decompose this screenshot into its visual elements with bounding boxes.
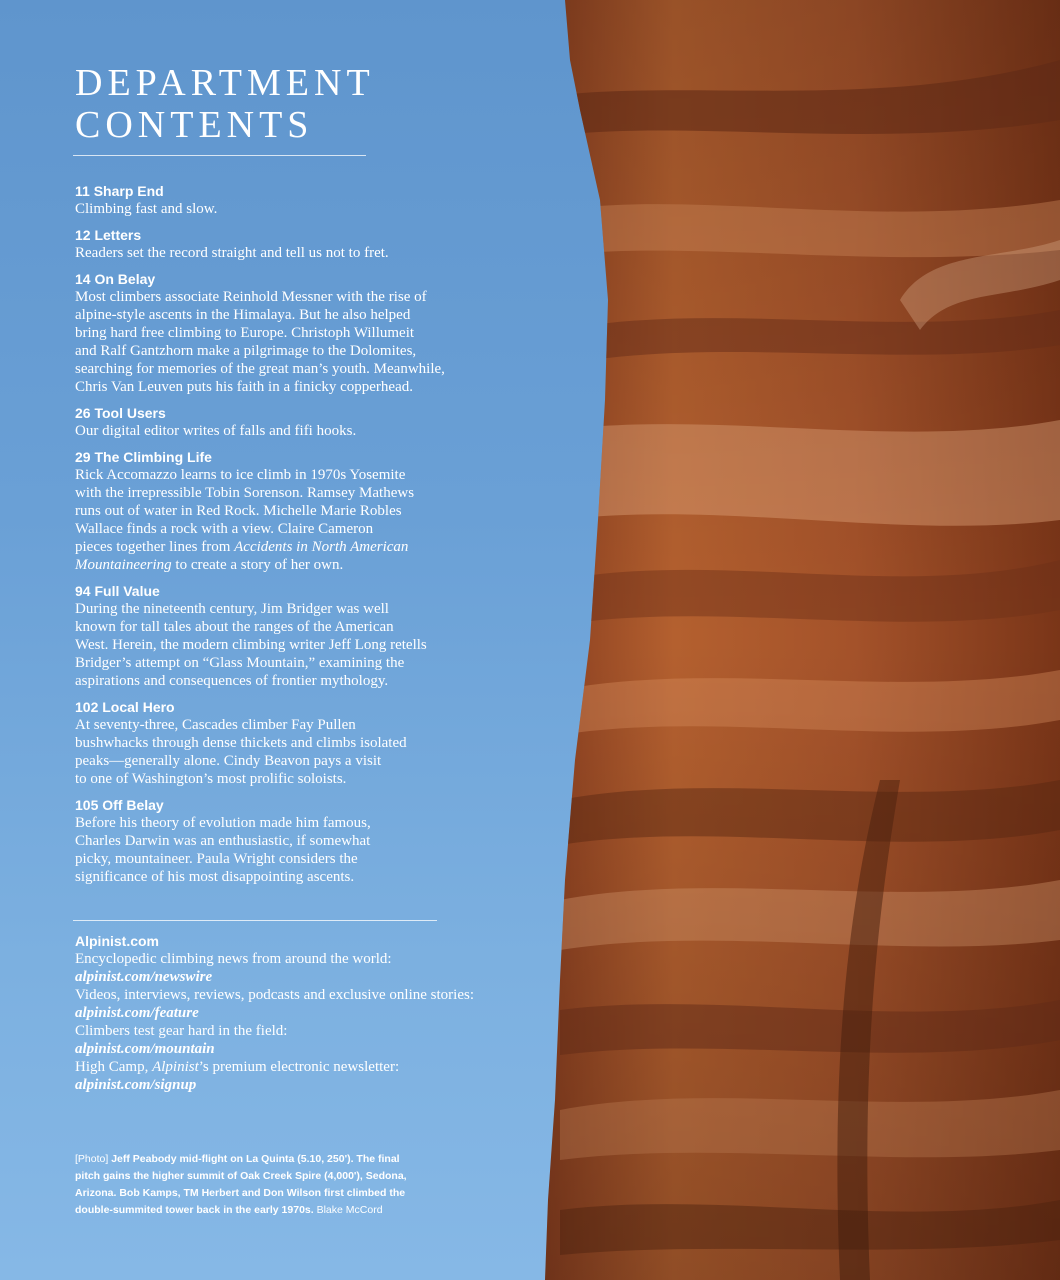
alpinist-line: Videos, interviews, reviews, podcasts and exclusive online stories: xyxy=(75,987,475,1003)
alpinist-line xyxy=(75,1058,545,1076)
feature-link[interactable]: alpinist.com/feature xyxy=(75,1005,199,1021)
alpinist-line: Encyclopedic climbing news from around the world: xyxy=(75,951,392,967)
toc-entry-heading: 102 Local Hero xyxy=(75,699,175,715)
toc-entry-description: Most climbers associate Reinhold Messner with the rise of alpine-style ascents in the Himalaya. But he also helped bring hard free climbing to Europe. Christoph Willumeit and Ralf Gantzhorn make a pilgrimage to the Dolomites, searching for memories of the great man’s youth. Meanwhile, Chris Van Leuven puts his faith in a finicky copperhead. xyxy=(75,289,445,395)
caption-tag: [Photo] xyxy=(75,1153,109,1165)
toc-entry-heading: 29 The Climbing Life xyxy=(75,449,212,465)
toc-entry-heading: 94 Full Value xyxy=(75,583,160,599)
description-text: Rick Accomazzo learns to ice climb in 1970s Yosemite with the irrepressible Tobin Sorenson. Ramsey Mathews runs out of water in Red Rock. Michelle Marie Robles Wallace finds a rock with a view. Claire Cameron pieces together lines from xyxy=(75,467,415,555)
title-divider xyxy=(73,155,366,156)
toc-entry-description: Before his theory of evolution made him famous, Charles Darwin was an enthusiastic, if somewhat picky, mountaineer. Paula Wright considers the significance of his most disappointing ascents. xyxy=(75,815,371,885)
toc-entry[interactable] xyxy=(75,270,545,396)
title-line-1: DEPARTMENT xyxy=(75,62,375,104)
mountain-link[interactable]: alpinist.com/mountain xyxy=(75,1041,215,1057)
toc-entry-description: Our digital editor writes of falls and fifi hooks. xyxy=(75,423,357,439)
newswire-link[interactable]: alpinist.com/newswire xyxy=(75,969,213,985)
toc-entry-heading: 105 Off Belay xyxy=(75,797,164,813)
toc-entry-description: During the nineteenth century, Jim Bridger was well known for tall tales about the ranges of the American West. Herein, the modern climbing writer Jeff Long retells Bridger’s attempt on “Glass Mountain,” examining the aspirations and consequences of frontier mythology. xyxy=(75,601,427,689)
toc-entry[interactable] xyxy=(75,582,545,690)
line-text: ’s premium electronic newsletter: xyxy=(198,1059,400,1075)
toc-entry[interactable] xyxy=(75,182,545,218)
toc-entry-description: At seventy-three, Cascades climber Fay Pullen bushwhacks through dense thickets and climbs isolated peaks—generally alone. Cindy Beavon pays a visit to one of Washington’s most prolific soloists. xyxy=(75,717,407,787)
toc-entry-description xyxy=(75,466,545,574)
department-contents xyxy=(75,62,545,1094)
photo-credit: Blake McCord xyxy=(316,1204,383,1216)
caption-text: Jeff Peabody mid-flight on La Quinta (5.10, 250'). The final pitch gains the higher summit of Oak Creek Spire (4,000'), Sedona, Arizona. Bob Kamps, TM Herbert and Don Wilson first climbed the double-summited tower back in the early 1970s. xyxy=(75,1153,407,1216)
toc-entry[interactable] xyxy=(75,698,545,788)
alpinist-section xyxy=(75,932,545,1094)
title-line-2: CONTENTS xyxy=(75,104,314,146)
alpinist-line: Climbers test gear hard in the field: xyxy=(75,1023,288,1039)
toc-entry-heading: 12 Letters xyxy=(75,227,142,243)
description-text: to create a story of her own. xyxy=(171,557,344,573)
section-divider xyxy=(73,920,437,921)
toc-entry-heading: 26 Tool Users xyxy=(75,405,166,421)
toc-entry[interactable] xyxy=(75,226,545,262)
toc-entry-description: Readers set the record straight and tell us not to fret. xyxy=(75,245,389,261)
magazine-name: Alpinist xyxy=(152,1059,199,1075)
toc-entry-heading: 14 On Belay xyxy=(75,271,156,287)
toc-entry[interactable] xyxy=(75,404,545,440)
toc-entry-description: Climbing fast and slow. xyxy=(75,201,218,217)
signup-link[interactable]: alpinist.com/signup xyxy=(75,1077,197,1093)
rock-strata xyxy=(545,0,1060,1280)
line-text: High Camp, xyxy=(75,1059,153,1075)
book-title: Accidents in North American Mountaineering xyxy=(75,539,409,573)
toc-entry[interactable] xyxy=(75,796,545,886)
toc-entry[interactable] xyxy=(75,448,545,574)
alpinist-heading: Alpinist.com xyxy=(75,933,160,949)
toc-entry-heading: 11 Sharp End xyxy=(75,183,164,199)
page-title xyxy=(75,62,545,146)
photo-caption xyxy=(75,1151,420,1219)
